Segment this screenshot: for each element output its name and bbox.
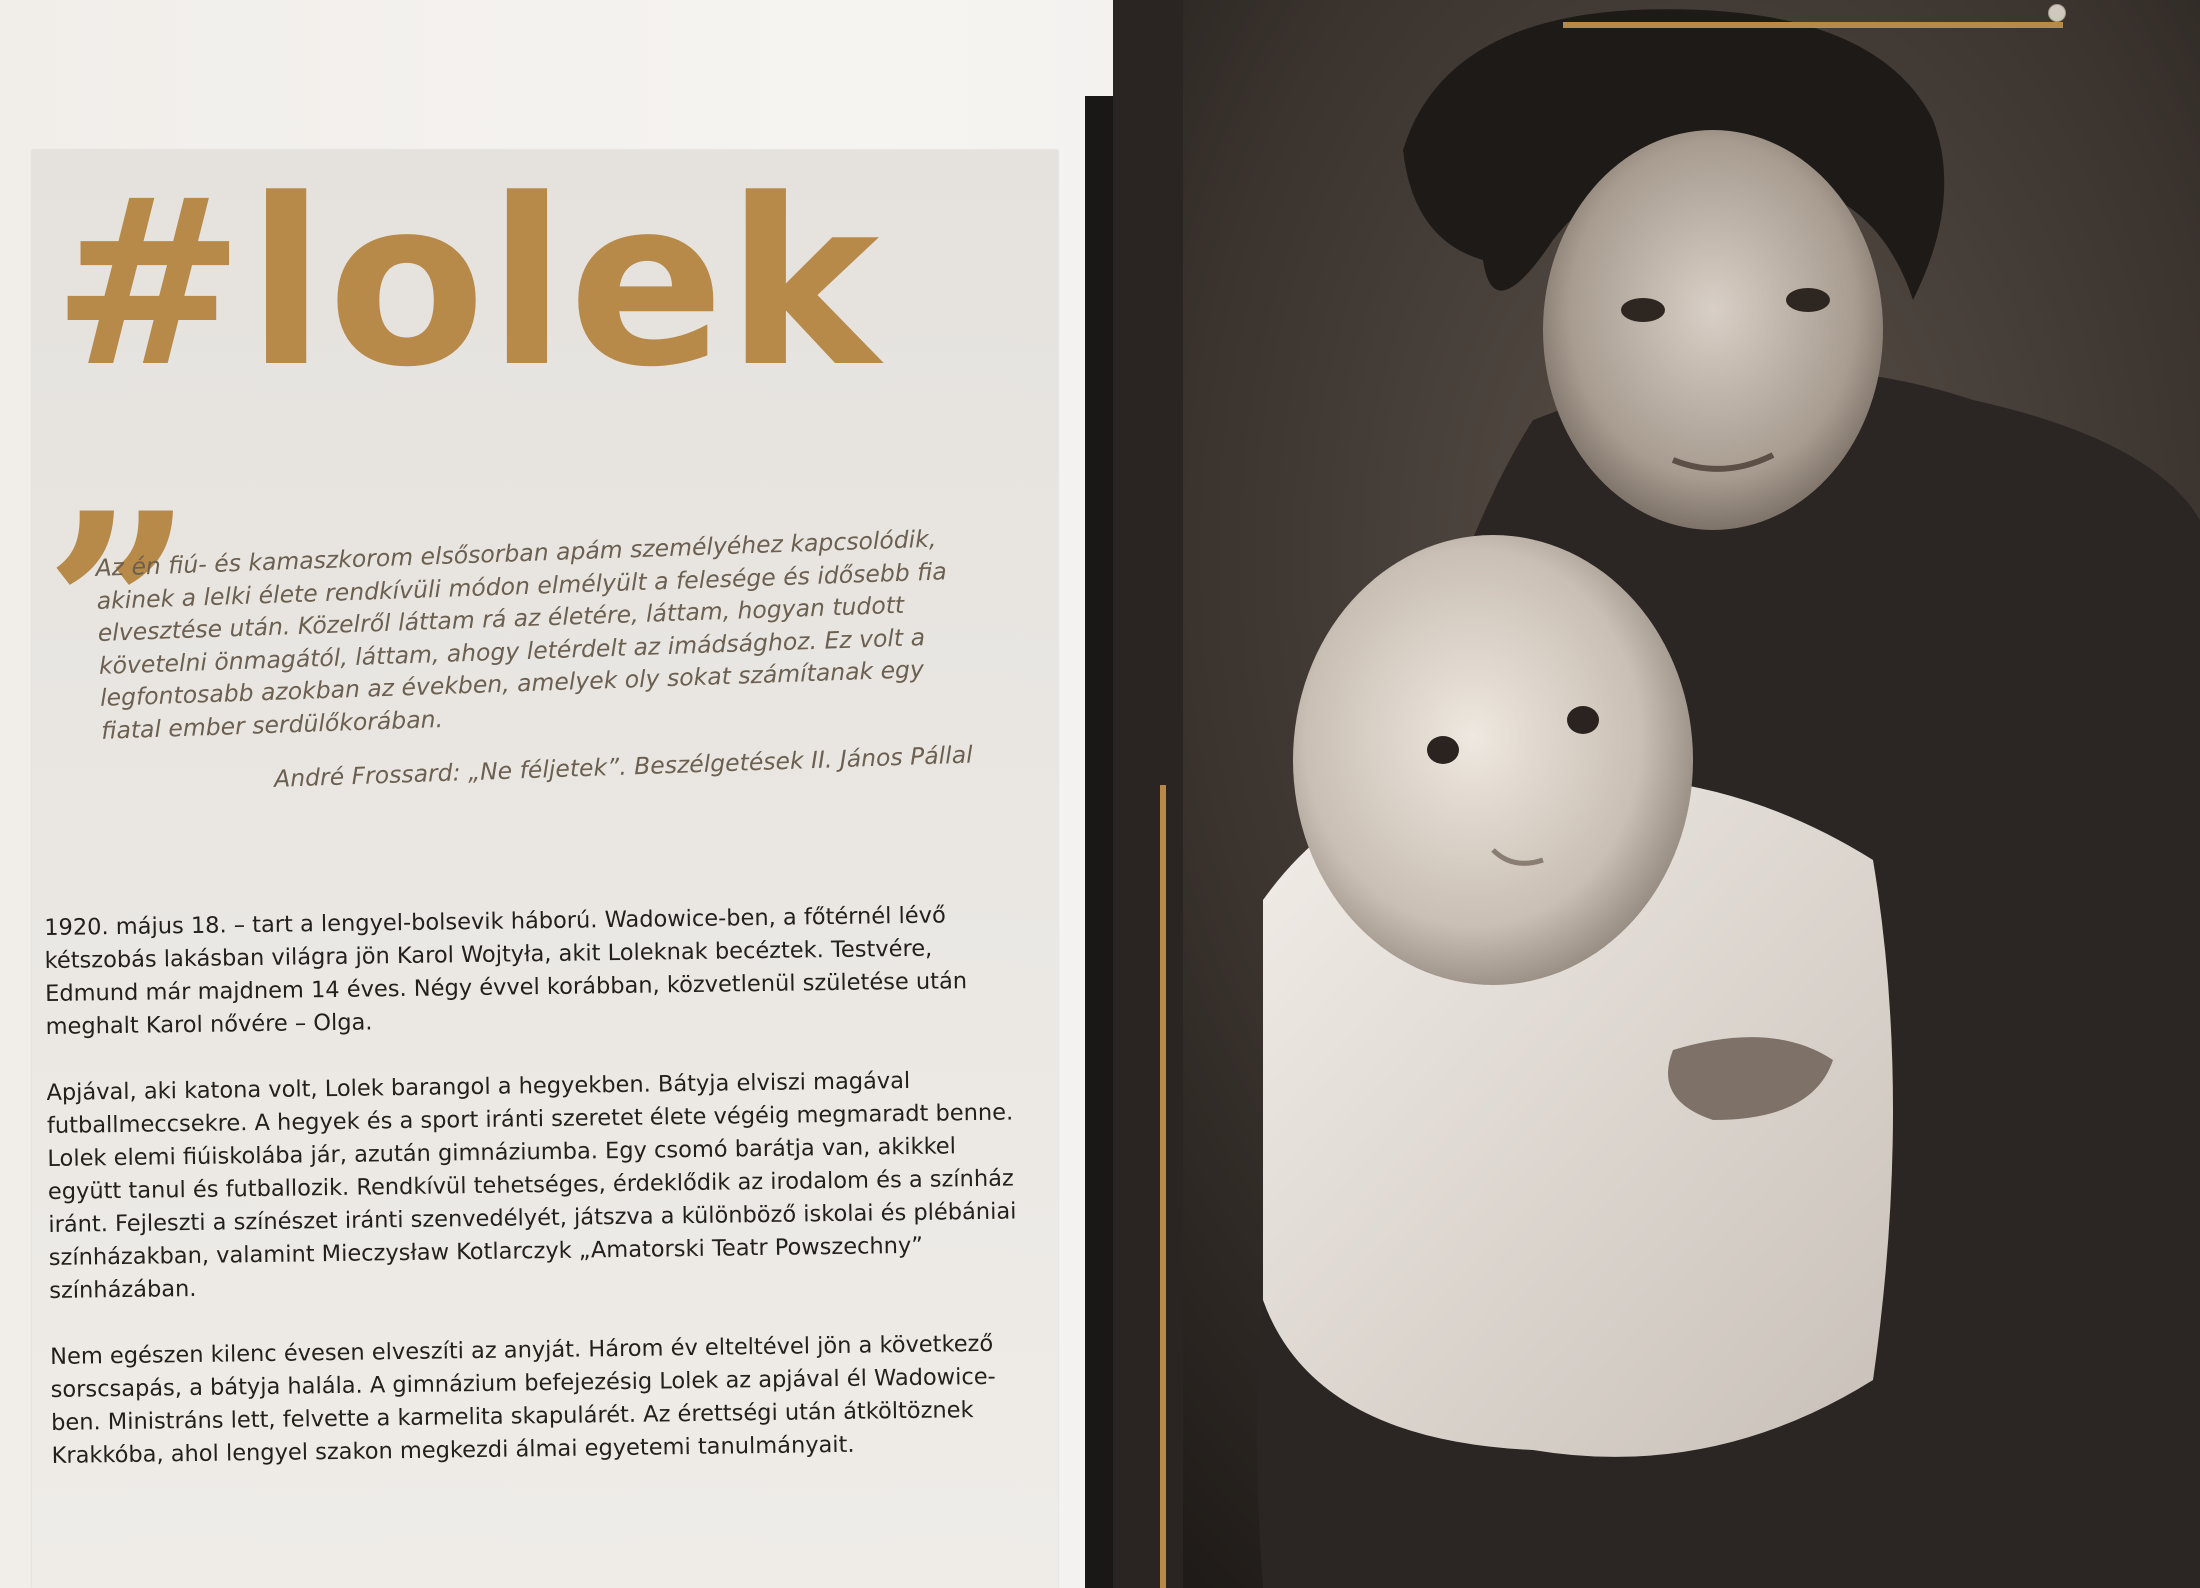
- biography-text: [44, 898, 1032, 1506]
- paragraph-birth: 1920. május 18. – tart a lengyel-bolsevik háború. Wadowice-ben, a főtérnél lévő kétszobás lakásban világra jön Karol Wojtyła, akit Loleknak becéztek. Testvére, Edmund már majdnem 14 éves. Négy évvel korábban, közvetlenül születése után meghalt Karol nővére – Olga.: [44, 902, 968, 1040]
- paragraph-childhood: Apjával, aki katona volt, Lolek barangol a hegyekben. Bátyja elviszi magával futballmeccsekre. A hegyek és a sport iránti szeretet élete végéig megmaradt benne. Lolek elemi fiúiskolába jár, azután gimnáziumba. Egy csomó barátja van, akikkel együtt tanul és futballozik. Rendkívül tehetséges, érdeklődik az irodalom és a színház iránt. Fejleszti a színészet iránti szenvedélyét, játszva a különböző iskolai és plébániai színházakban, valamint Mieczysław Kotlarczyk „Amatorski Teatr Powszechny” színházában.: [46, 1067, 1017, 1304]
- paragraph-losses: Nem egészen kilenc évesen elveszíti az anyját. Három év elteltével jön a következő sorscsapás, a bátyja halála. A gimnázium befejezésig Lolek az apjával él Wadowice-ben. Ministráns lett, felvette a karmelita skapulárét. Az érettségi után átköltöznek Krakkóba, ahol lengyel szakon megkezdi álmai egyetemi tanulmányait.: [50, 1330, 996, 1469]
- exhibit-title: #lolek: [52, 151, 882, 418]
- quote-source: André Frossard: „Ne féljetek”. Beszélgetések II. János Pállal: [273, 740, 974, 793]
- gold-accent-line-top: [1563, 22, 2063, 28]
- mounting-pin-icon: [2048, 4, 2066, 22]
- quote-block: [95, 521, 983, 801]
- photo-frame-edge: [1085, 96, 1115, 1588]
- mother-and-baby-photo: [1113, 0, 2200, 1588]
- gold-accent-line-left: [1160, 785, 1166, 1588]
- quote-text: Az én fiú- és kamaszkorom elsősorban apám személyéhez kapcsolódik, akinek a lelki élete rendkívüli módon elmélyült a felesége és idősebb fia elvesztése után. Közelről láttam rá az életére, láttam, hogyan tudott követelni önmagától, láttam, ahogy letérdelt az imádsághoz. Ez volt a legfontosabb azokban az években, amelyek oly sokat számítanak egy fiatal ember serdülőkorában.: [95, 524, 948, 745]
- quote-mark-icon: ”: [44, 457, 194, 762]
